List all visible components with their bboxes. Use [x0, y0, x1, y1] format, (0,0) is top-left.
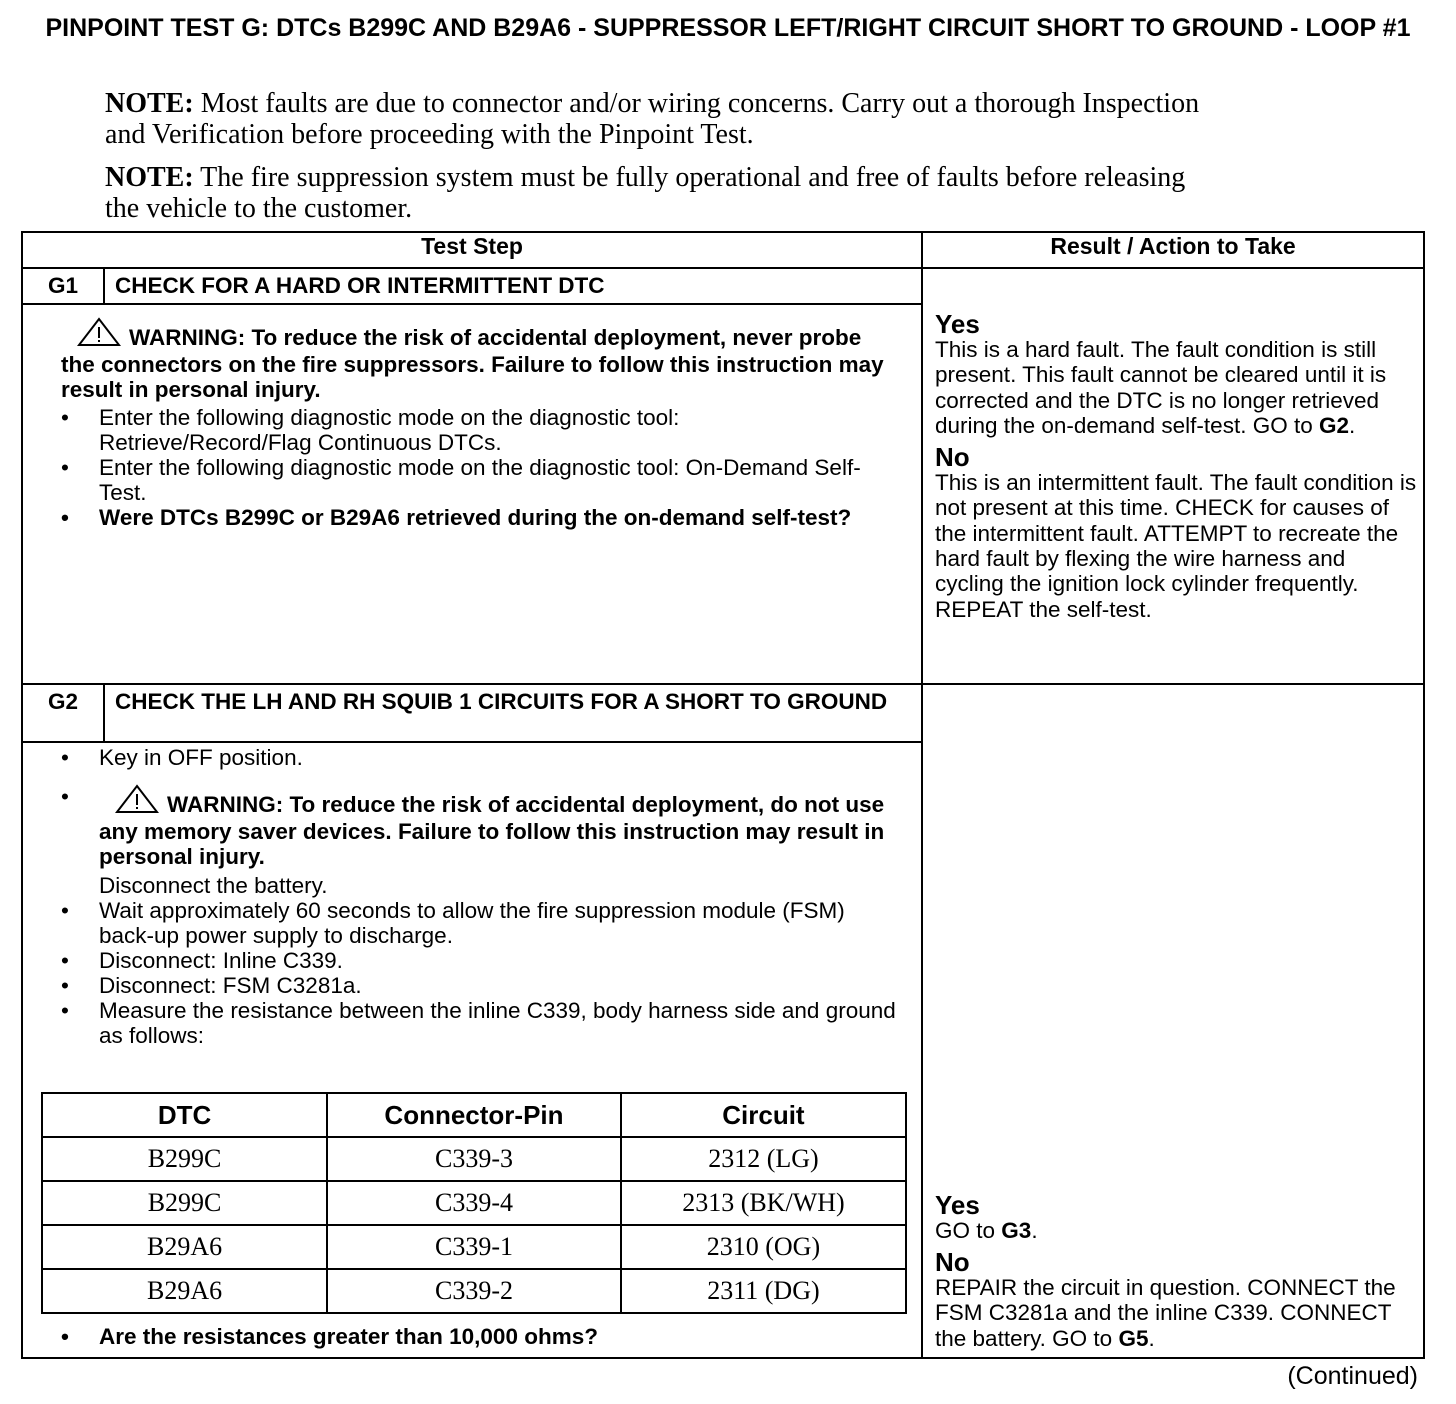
- yes-text: This is a hard fault. The fault condition is still present. This fault cannot be cleared until it is corrected and the DTC is no longer retrieved during the on-demand self-test. GO to G2.: [935, 337, 1387, 438]
- note-text: The fire suppression system must be fully operational and free of faults before releasing the vehicle to the customer.: [105, 162, 1186, 224]
- warning-triangle-icon: [77, 317, 121, 352]
- step-item: • Measure the resistance between the inline C339, body harness side and ground as follows:: [61, 998, 897, 1048]
- step-item: • Enter the following diagnostic mode on the diagnostic tool: On-Demand Self-Test.: [61, 455, 897, 505]
- connector-pin-cell: C339-2: [327, 1269, 621, 1313]
- goto-link[interactable]: G5: [1118, 1325, 1149, 1351]
- step-question: • Are the resistances greater than 10,000 ohms?: [61, 1324, 897, 1349]
- goto-link[interactable]: G3: [1001, 1217, 1032, 1243]
- step-item: • Disconnect: FSM C3281a.: [61, 973, 897, 998]
- step-item: • Enter the following diagnostic mode on the diagnostic tool: Retrieve/Record/Flag Continuous DTCs.: [61, 405, 897, 455]
- dtc-cell: B299C: [42, 1181, 327, 1225]
- no-text: This is an intermittent fault. The fault condition is not present at this time. CHECK for causes of the intermittent fault. ATTEMPT to recreate the hard fault by flexing the wire harness and cycling the ignition lock cylinder frequently. REPEAT the self-test.: [935, 470, 1417, 622]
- step-item: • Wait approximately 60 seconds to allow the fire suppression module (FSM) back-up power supply to discharge.: [61, 898, 897, 948]
- step-body-g1: [22, 304, 922, 684]
- header-result-action: Result / Action to Take: [922, 232, 1424, 268]
- step-heading-g1: CHECK FOR A HARD OR INTERMITTENT DTC: [104, 268, 922, 304]
- dtc-table: [41, 1092, 907, 1314]
- warning-g2: • WARNING: To reduce the risk of accidental deployment, do not use any memory saver devices. Failure to follow this instruction may result in personal injury.: [99, 784, 897, 869]
- dtc-header: Connector-Pin: [327, 1093, 621, 1137]
- dtc-cell: B299C: [42, 1137, 327, 1181]
- connector-pin-cell: C339-4: [327, 1181, 621, 1225]
- dtc-cell: B29A6: [42, 1225, 327, 1269]
- warning-g1: WARNING: To reduce the risk of accidental deployment, never probe the connectors on the fire suppressors. Failure to follow this instruction may result in personal injury.: [61, 317, 897, 402]
- pinpoint-test-table: [21, 231, 1425, 1359]
- step-id-g1: G1: [22, 268, 104, 304]
- dtc-cell: B29A6: [42, 1269, 327, 1313]
- connector-pin-cell: C339-1: [327, 1225, 621, 1269]
- circuit-cell: 2312 (LG): [621, 1137, 906, 1181]
- warning-triangle-icon: [115, 784, 159, 819]
- no-label: No: [935, 1247, 970, 1278]
- table-row: [42, 1225, 906, 1269]
- circuit-cell: 2311 (DG): [621, 1269, 906, 1313]
- yes-label: Yes: [935, 1189, 980, 1220]
- step-body-g2: [22, 742, 922, 1358]
- connector-pin-cell: C339-3: [327, 1137, 621, 1181]
- step-id-g2: G2: [22, 684, 104, 742]
- continued-label: (Continued): [1287, 1362, 1418, 1390]
- note-label: NOTE:: [105, 88, 194, 119]
- yes-label: Yes: [935, 309, 980, 339]
- page-title: PINPOINT TEST G: DTCs B299C AND B29A6 - SUPPRESSOR LEFT/RIGHT CIRCUIT SHORT TO GROUND - LOOP #1: [45, 14, 1411, 42]
- goto-link[interactable]: G2: [1318, 412, 1349, 438]
- circuit-cell: 2313 (BK/WH): [621, 1181, 906, 1225]
- header-test-step: Test Step: [22, 232, 922, 268]
- table-row: [42, 1269, 906, 1313]
- note-label: NOTE:: [105, 162, 194, 193]
- dtc-header: Circuit: [621, 1093, 906, 1137]
- step-text: Disconnect the battery.: [99, 873, 328, 898]
- step-item: • Disconnect: Inline C339.: [61, 948, 897, 973]
- yes-text: GO to G3.: [935, 1217, 1038, 1243]
- step-item: • Key in OFF position.: [61, 745, 897, 770]
- note-text: Most faults are due to connector and/or wiring concerns. Carry out a thorough Inspection and Verification before proceeding with the Pinpoint Test.: [105, 88, 1200, 150]
- dtc-header: DTC: [42, 1093, 327, 1137]
- table-row: [42, 1137, 906, 1181]
- note-2: [105, 162, 1225, 224]
- circuit-cell: 2310 (OG): [621, 1225, 906, 1269]
- result-g2: [922, 684, 1424, 1358]
- table-row: [42, 1181, 906, 1225]
- step-heading-g2: CHECK THE LH AND RH SQUIB 1 CIRCUITS FOR A SHORT TO GROUND: [104, 684, 922, 742]
- note-1: [105, 88, 1225, 150]
- result-g1: [922, 268, 1424, 684]
- step-warning-item: [61, 784, 897, 898]
- no-text: REPAIR the circuit in question. CONNECT the FSM C3281a and the inline C339. CONNECT the battery. GO to G5.: [935, 1275, 1396, 1351]
- no-label: No: [935, 442, 970, 473]
- step-question: • Were DTCs B299C or B29A6 retrieved during the on-demand self-test?: [61, 505, 897, 530]
